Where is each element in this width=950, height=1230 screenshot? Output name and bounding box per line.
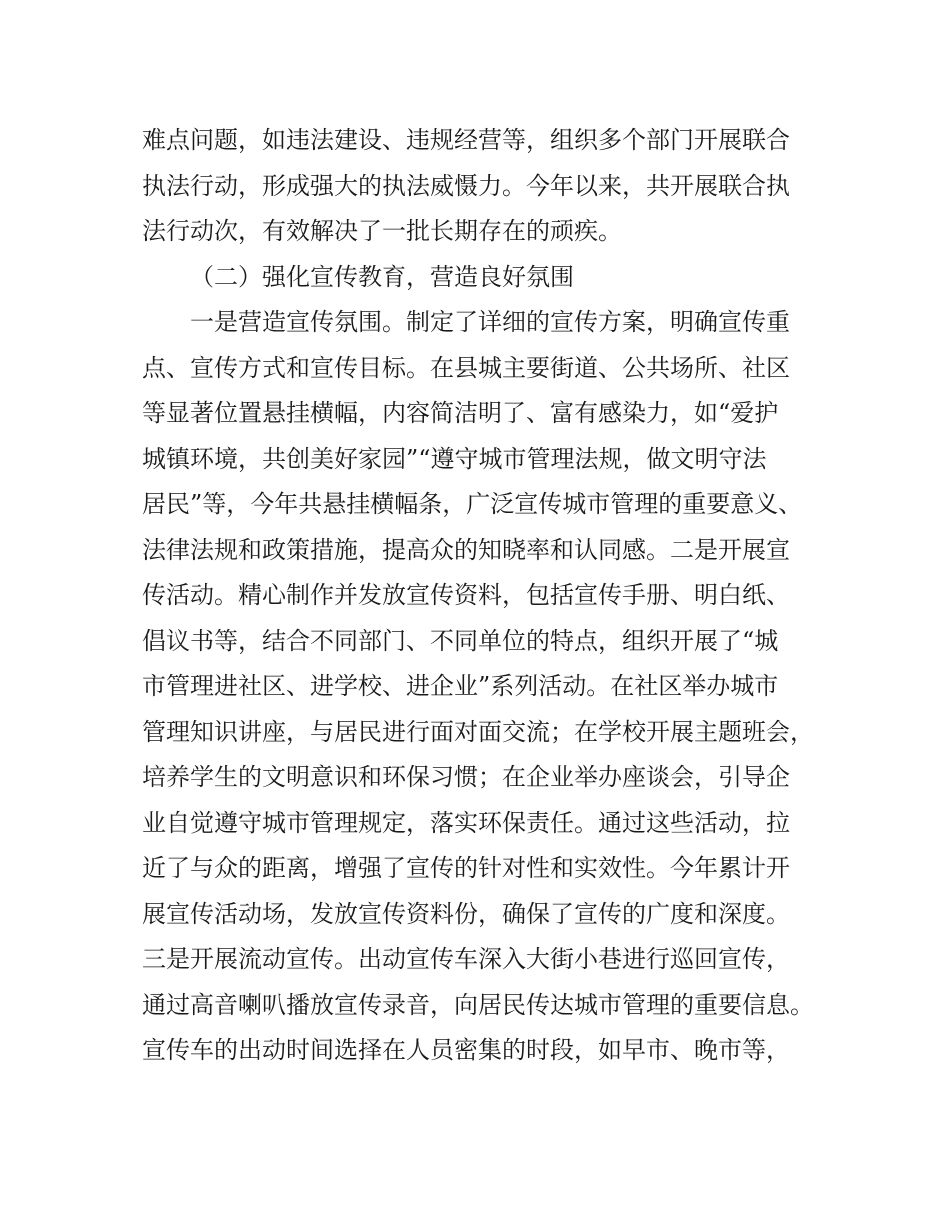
text-line: 法行动次，有效解决了一批长期存在的顽疾。 — [142, 217, 622, 245]
text-line: 难点问题，如违法建设、违规经营等，组织多个部门开展联合 — [142, 126, 790, 154]
text-line: 管理知识讲座，与居民进行面对面交流；在学校开展主题班会， — [142, 717, 814, 746]
text-line: 城镇环境，共创美好家园”“遵守城市管理法规，做文明守法 — [142, 444, 767, 473]
text-line: 通过高音喇叭播放宣传录音，向居民传达城市管理的重要信息。 — [142, 990, 814, 1019]
text-line: 业自觉遵守城市管理规定，落实环保责任。通过这些活动，拉 — [142, 808, 790, 837]
text-line: 展宣传活动场，发放宣传资料份，确保了宣传的广度和深度。 — [142, 899, 790, 928]
text-line: 传活动。精心制作并发放宣传资料，包括宣传手册、明白纸、 — [142, 581, 790, 609]
section-heading: （二）强化宣传教育，营造良好氛围 — [190, 262, 574, 291]
text-line: 居民”等，今年共悬挂横幅条，广泛宣传城市管理的重要意义、 — [142, 490, 803, 518]
text-line: 点、宣传方式和宣传目标。在县城主要街道、公共场所、社区 — [142, 353, 790, 382]
text-line: 一是营造宣传氛围。制定了详细的宣传方案，明确宣传重 — [190, 308, 790, 336]
text-line: 培养学生的文明意识和环保习惯；在企业举办座谈会，引导企 — [142, 763, 790, 791]
text-line: 三是开展流动宣传。出动宣传车深入大街小巷进行巡回宣传， — [142, 945, 790, 973]
text-line: 倡议书等，结合不同部门、不同单位的特点，组织开展了“城 — [142, 626, 779, 655]
text-line: 等显著位置悬挂横幅，内容简洁明了、富有感染力，如“爱护 — [142, 399, 779, 427]
text-line: 宣传车的出动时间选择在人员密集的时段，如早市、晚市等， — [142, 1036, 790, 1064]
text-line: 执法行动，形成强大的执法威慑力。今年以来，共开展联合执 — [142, 171, 790, 200]
text-line: 近了与众的距离，增强了宣传的针对性和实效性。今年累计开 — [142, 854, 790, 882]
text-line: 法律法规和政策措施，提高众的知晓率和认同感。二是开展宣 — [142, 535, 790, 564]
text-line: 市管理进社区、进学校、进企业”系列活动。在社区举办城市 — [142, 672, 779, 700]
body-text — [142, 118, 832, 1074]
